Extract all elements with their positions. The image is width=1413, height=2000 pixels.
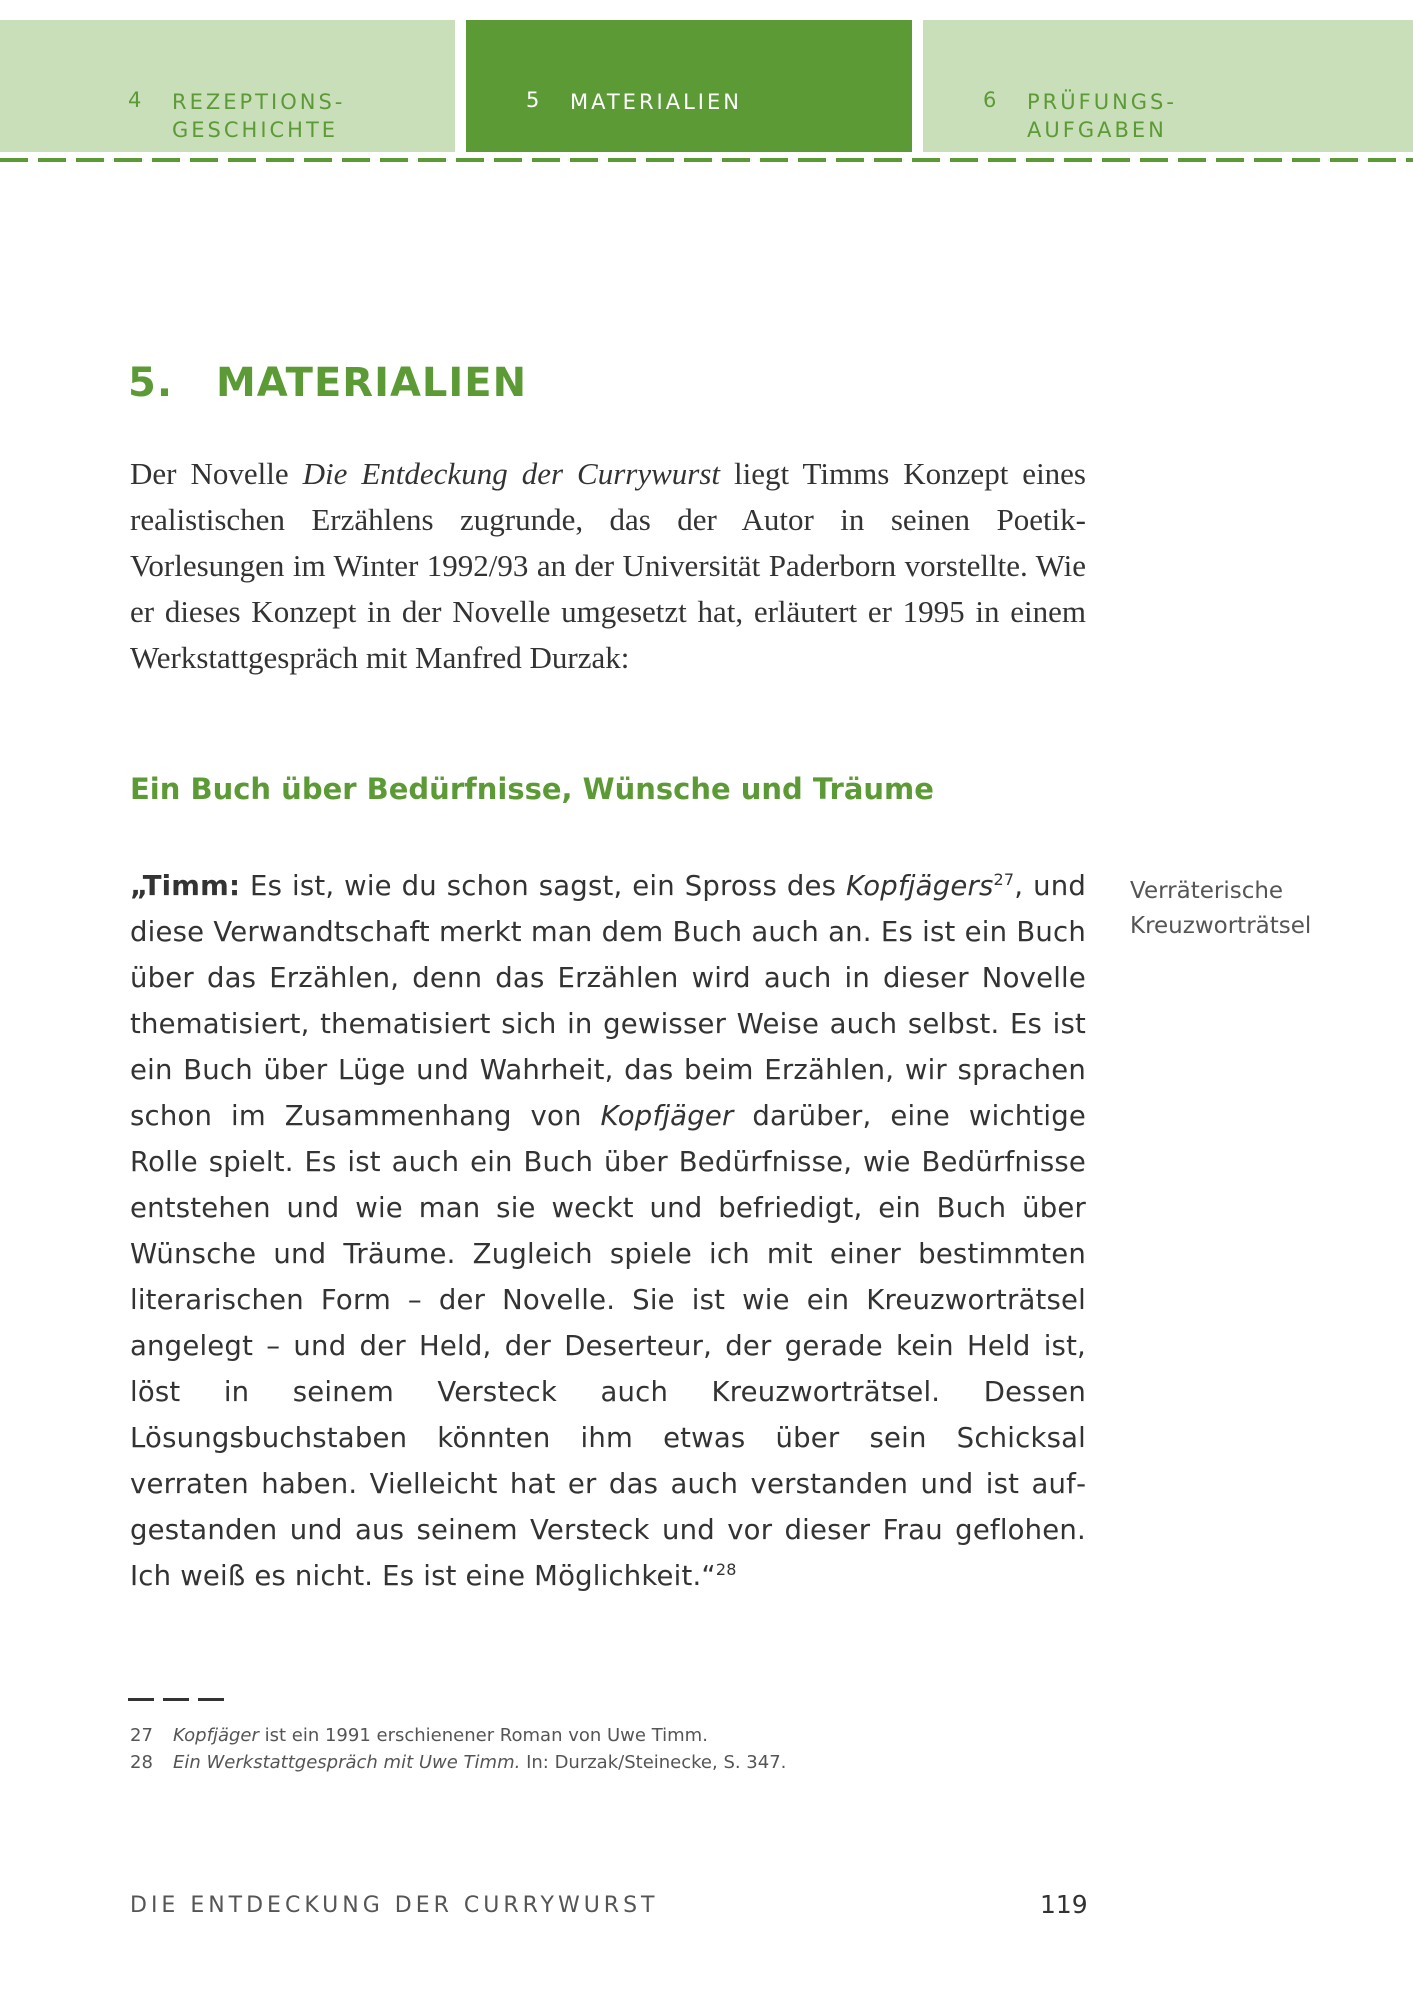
quote-kopfjaeger-italic-2: Kopfjäger [600,1100,734,1132]
tab-pruefungsaufgaben[interactable] [923,20,1413,152]
tab-number: 4 [128,88,145,112]
quote-kopfjaeger-italic: Kopfjägers [845,870,994,902]
tab-label: PRÜFUNGS- AUFGABEN [1027,90,1177,142]
page-number: 119 [1040,1890,1088,1919]
running-footer-title: DIE ENTDECKUNG DER CURRYWURST [130,1893,659,1918]
chapter-heading [128,360,527,406]
tab-materialien[interactable] [466,20,912,152]
quote-text-3: darüber, eine wichtige Rolle spielt. Es ist auch ein Buch über Bedürfnisse, wie Bedürfnisse entstehen und wie man sie weckt und befriedigt, ein Buch über Wünsche und Träume. Zugleich spiele ich mit einer bestimmten literarischen Form – der Novelle. Sie ist wie ein Kreuzworträtsel angelegt – und der Held, der Deserteur, der gerade kein Held ist, löst in seinem Versteck auch Kreuzworträtsel. Dessen Lösungsbuchstaben könnten ihm etwas über sein Schicksal verraten haben. Vielleicht hat er das auch verstanden und ist aufgestanden und aus seinem Versteck und vor dieser Frau geflohen. Ich weiß es nicht. Es ist eine Möglichkeit.“ [130,1100,1086,1592]
quote-paragraph [130,863,1086,1599]
footnote-rest: ist ein 1991 erschienener Roman von Uwe Timm. [258,1725,708,1746]
intro-text-2: liegt Timms Konzept eines realistischen Erzählens zugrunde, das der Autor in seinen Poetik-Vorlesungen im Winter 1992/93 an der Universität Paderborn vorstellte. Wie er dieses Konzept in der Novelle umgesetzt hat, erläutert er 1995 in einem Werkstattgespräch mit Manfred Durzak: [130,456,1086,675]
tab-number: 6 [983,88,1000,112]
quote-text-1: Es ist, wie du schon sagst, ein Spross des [240,870,846,902]
intro-text-1: Der Novelle [130,456,303,491]
chapter-title: MATERIALIEN [216,360,528,406]
tab-number: 5 [526,88,543,112]
footnote-27 [130,1722,1130,1749]
footnote-text [173,1722,708,1749]
footnote-28 [130,1749,1130,1776]
quote-speaker: „Timm: [130,870,241,902]
footnote-italic: Ein Werkstattgespräch mit Uwe Timm. [173,1752,521,1773]
footnote-number: 27 [130,1725,153,1746]
footnote-divider [128,1698,224,1701]
footnotes [130,1722,1130,1776]
tab-label: REZEPTIONS- GESCHICHTE [172,90,346,142]
tab-rezeptionsgeschichte[interactable] [0,20,455,152]
chapter-number: 5. [128,360,174,406]
chapter-tab-bar [0,20,1413,152]
section-heading: Ein Buch über Bedürfnisse, Wünsche und Träume [130,772,934,806]
footnote-italic: Kopfjäger [173,1725,259,1746]
footnote-text [173,1749,786,1776]
quote-text-2: , und diese Verwandtschaft merkt man dem Buch auch an. Es ist ein Buch über das Erzählen, denn das Erzählen wird auch in dieser Novelle thematisiert, thematisiert sich in gewisser Weise auch selbst. Es ist ein Buch über Lüge und Wahrheit, das beim Erzählen, wir sprachen schon im Zusammenhang von [130,870,1086,1132]
intro-paragraph [130,451,1086,681]
footnote-ref-27[interactable]: 27 [993,869,1015,889]
margin-note: Verräterische Kreuzworträtsel [1130,878,1312,939]
tab-label: MATERIALIEN [570,90,742,114]
intro-book-title: Die Entdeckung der Currywurst [302,456,720,491]
footnote-rest: In: Durzak/Steinecke, S. 347. [520,1752,787,1773]
footnote-ref-28[interactable]: 28 [715,1559,737,1579]
footnote-number: 28 [130,1752,153,1773]
header-dashed-divider [0,158,1413,162]
